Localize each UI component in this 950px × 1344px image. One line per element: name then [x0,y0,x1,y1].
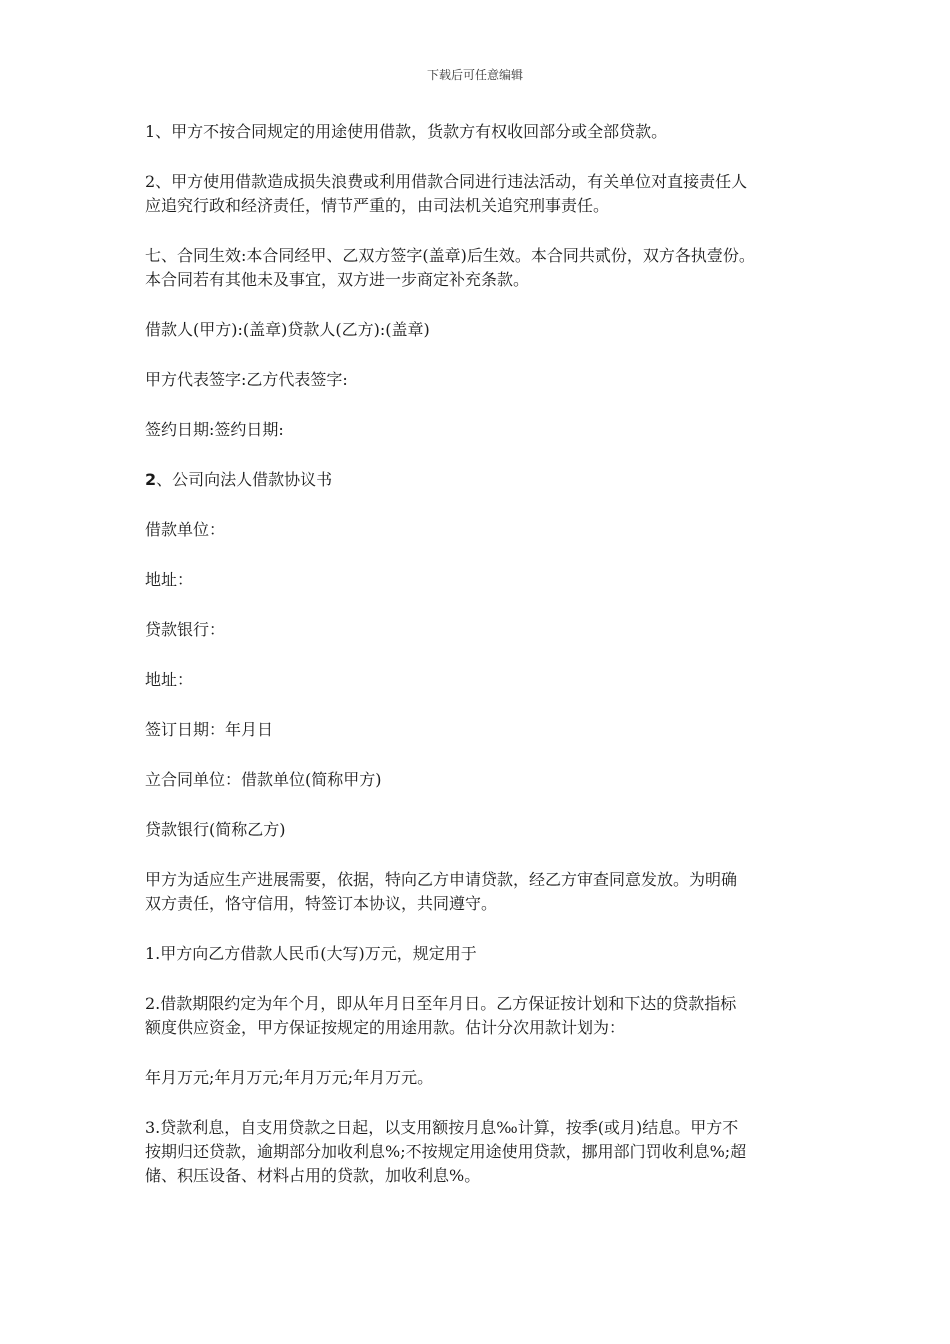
text-line: 地址： [145,670,194,689]
paragraph-usage-plan [145,1066,825,1090]
text-line: 签约日期:签约日期: [145,420,284,439]
text-line: 双方责任，恪守信用，特签订本协议，共同遵守。 [145,894,498,913]
text-line: 应追究行政和经济责任，情节严重的，由司法机关追究刑事责任。 [145,196,610,215]
text-line: 签订日期：年月日 [145,720,274,739]
paragraph-clause-1 [145,120,825,144]
section-number: 2 [145,470,157,489]
paragraph-preamble [145,868,825,916]
field-bank-address [145,668,825,692]
field-contracting-party-a [145,768,825,792]
document-body [145,120,825,1214]
text-line: 地址： [145,570,194,589]
paragraph-article-2 [145,992,825,1040]
text-line: 甲方为适应生产进展需要，依据，特向乙方申请贷款，经乙方审查同意发放。为明确 [145,870,738,889]
section-title: 、公司向法人借款协议书 [156,470,333,489]
text-line: 借款人(甲方):(盖章)贷款人(乙方):(盖章) [145,320,430,339]
header-text: 下载后可任意编辑 [426,68,523,82]
text-line: 年月万元;年月万元;年月万元;年月万元。 [145,1068,434,1087]
field-signing-date [145,718,825,742]
page-header [0,66,950,83]
text-line: 1、甲方不按合同规定的用途使用借款，货款方有权收回部分或全部贷款。 [145,122,668,141]
text-line: 按期归还贷款，逾期部分加收利息%;不按规定用途使用贷款，挪用部门罚收利息%;超 [145,1142,747,1161]
paragraph-contract-effective [145,244,825,292]
text-line: 本合同若有其他未及事宜，双方进一步商定补充条款。 [145,270,530,289]
field-borrower-address [145,568,825,592]
text-line: 储、积压设备、材料占用的贷款，加收利息%。 [145,1166,481,1185]
text-line: 贷款银行： [145,620,226,639]
paragraph-signing-date [145,418,825,442]
paragraph-parties-seal [145,318,825,342]
field-borrower-unit [145,518,825,542]
section-heading [145,468,825,492]
field-contracting-party-b [145,818,825,842]
text-line: 借款单位： [145,520,226,539]
text-line: 立合同单位：借款单位(简称甲方) [145,770,382,789]
text-line: 2、甲方使用借款造成损失浪费或利用借款合同进行违法活动，有关单位对直接责任人 [145,172,748,191]
field-lending-bank [145,618,825,642]
text-line: 3.贷款利息，自支用贷款之日起，以支用额按月息‰计算，按季(或月)结息。甲方不 [145,1118,739,1137]
text-line: 1.甲方向乙方借款人民币(大写)万元，规定用于 [145,944,477,963]
section-heading-line [145,468,825,492]
text-line: 甲方代表签字:乙方代表签字: [145,370,348,389]
text-line: 额度供应资金，甲方保证按规定的用途用款。估计分次用款计划为： [145,1018,626,1037]
paragraph-representative-signature [145,368,825,392]
paragraph-clause-2 [145,170,825,218]
text-line: 2.借款期限约定为年个月，即从年月日至年月日。乙方保证按计划和下达的贷款指标 [145,994,737,1013]
paragraph-article-3 [145,1116,825,1188]
text-line: 七、合同生效:本合同经甲、乙双方签字(盖章)后生效。本合同共贰份，双方各执壹份。 [145,246,755,265]
paragraph-article-1 [145,942,825,966]
text-line: 贷款银行(简称乙方) [145,820,286,839]
